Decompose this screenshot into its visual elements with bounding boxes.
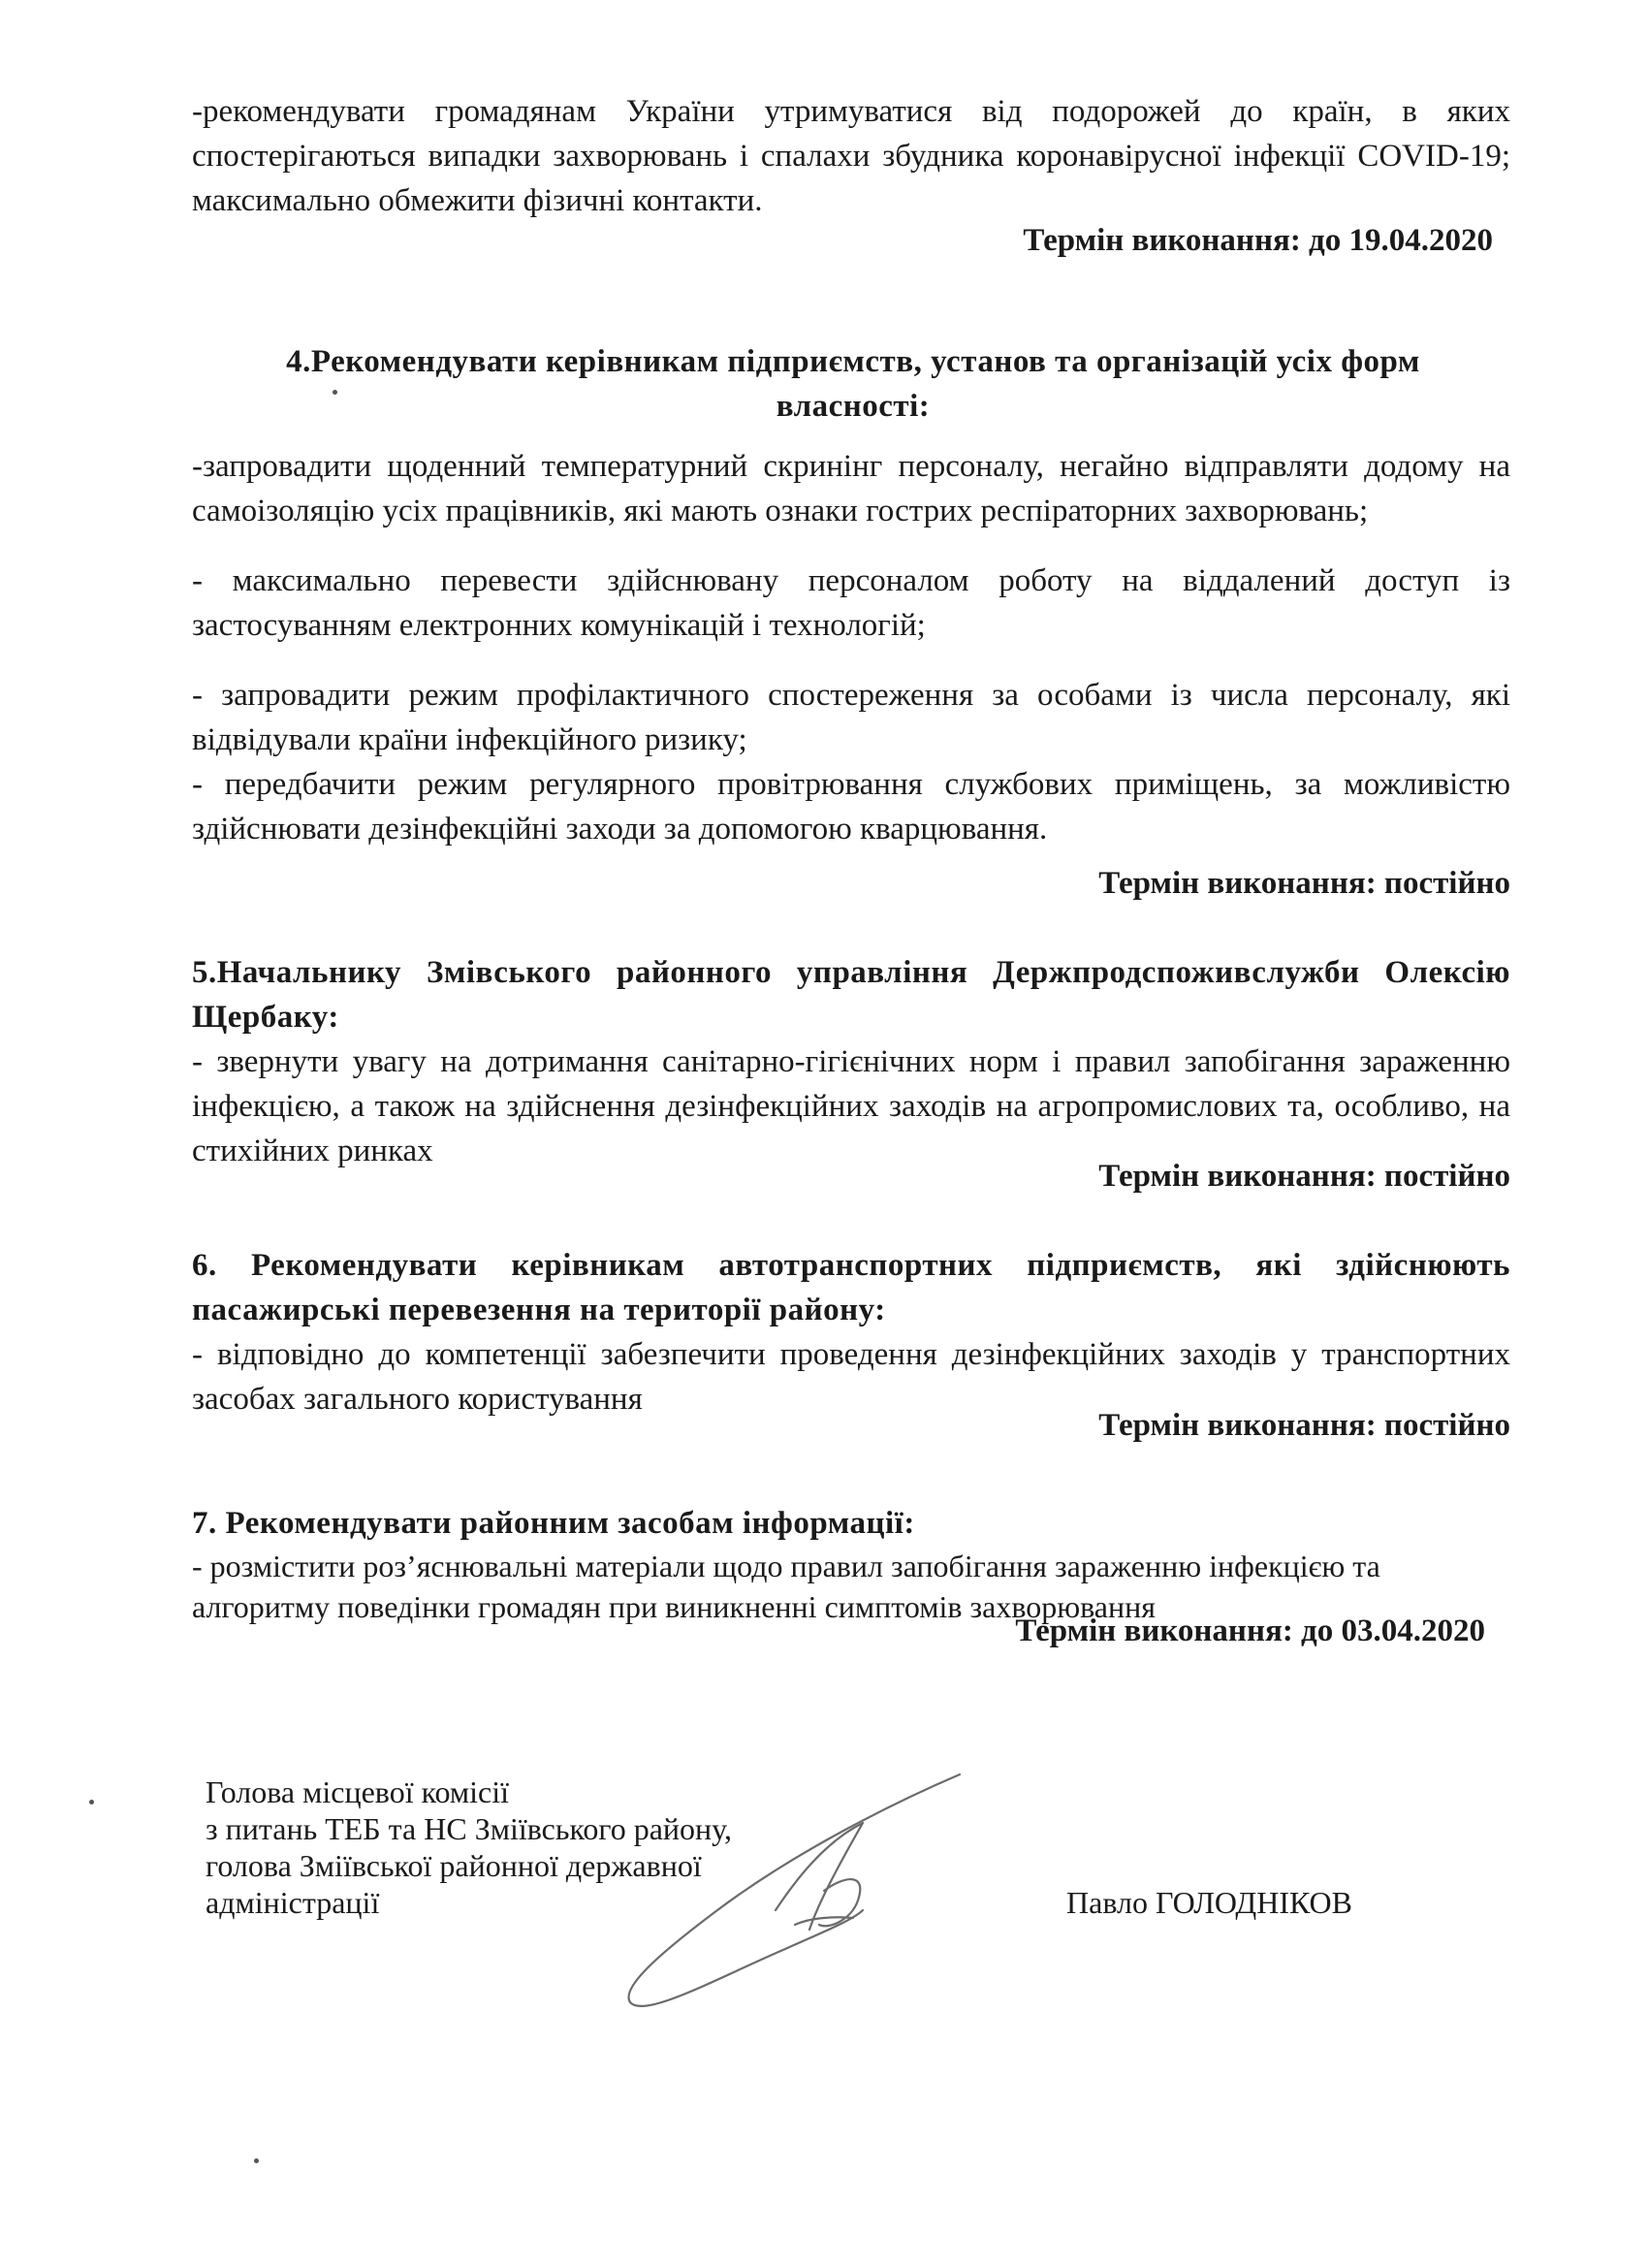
deadline: Термін виконання: до 19.04.2020 xyxy=(1023,223,1493,258)
paragraph: - розмістити роз’яснювальні матеріали щодо правил запобігання зараженню інфекцією та алгоритму поведінки громадян при виникненні симптомів захворювання xyxy=(192,1549,1380,1624)
deadline: Термін виконання: постійно xyxy=(1098,1159,1510,1194)
section-5 xyxy=(192,950,1510,1173)
section-7 xyxy=(192,1501,1510,1627)
section-intro xyxy=(192,89,1510,223)
paragraph: - передбачити режим регулярного провітрювання службових приміщень, за можливістю здійснювати дезінфекційні заходи за допомогою кварцювання. xyxy=(192,767,1510,847)
paragraph: - запровадити режим профілактичного спостереження за особами із числа персоналу, які відвідували країни інфекційного ризику; xyxy=(192,678,1510,757)
deadline: Термін виконання: постійно xyxy=(1098,866,1510,901)
paragraph: - максимально перевести здійснювану персоналом роботу на віддалений доступ із застосуванням електронних комунікацій і технологій; xyxy=(192,563,1510,643)
deadline: Термін виконання: постійно xyxy=(1098,1408,1510,1443)
section-heading: 5.Начальнику Змівського районного управління Держпродспоживслужби Олексію Щербаку: xyxy=(192,955,1510,1035)
handwritten-signature xyxy=(601,1765,989,2017)
section-4 xyxy=(233,339,1474,429)
section-heading: 6. Рекомендувати керівникам автотранспортних підприємств, які здійснюють пасажирські перевезення на території району: xyxy=(192,1248,1510,1327)
section-6 xyxy=(192,1243,1510,1421)
scan-speck xyxy=(254,2158,259,2163)
paragraph: -рекомендувати громадянам України утримуватися від подорожей до країн, в яких спостерігаються випадки захворювань і спалахи збудника коронавірусної інфекції COVID-19; максимально обмежити фізичні контакти. xyxy=(192,94,1510,218)
section-heading: 7. Рекомендувати районним засобам інформації: xyxy=(192,1506,915,1541)
section-4-body xyxy=(192,444,1510,851)
position-line: голова Зміївської районної державної xyxy=(206,1848,702,1883)
section-heading: 4.Рекомендувати керівникам підприємств, установ та організацій усіх форм власності: xyxy=(286,344,1420,424)
scan-speck xyxy=(333,390,337,395)
position-line: Голова місцевої комісії xyxy=(206,1774,510,1809)
position-line: з питань ТЕБ та НС Зміївського району, xyxy=(206,1811,732,1846)
paragraph: -запровадити щоденний температурний скринінг персоналу, негайно відправляти додому на самоізоляцію усіх працівників, які мають ознаки гострих респіраторних захворювань; xyxy=(192,449,1510,528)
deadline: Термін виконання: до 03.04.2020 xyxy=(1015,1613,1485,1648)
position-line: адміністрації xyxy=(206,1885,380,1920)
paragraph: - відповідно до компетенції забезпечити проведення дезінфекційних заходів у транспортних засобах загального користування xyxy=(192,1337,1510,1417)
paragraph: - звернути увагу на дотримання санітарно-гігієнічних норм і правил запобігання зараженню інфекцією, а також на здійснення дезінфекційних заходів на агропромислових та, особливо, на стихійних ринках xyxy=(192,1044,1510,1168)
signatory-name: Павло ГОЛОДНІКОВ xyxy=(1066,1885,1352,1920)
scan-speck xyxy=(89,1800,94,1805)
